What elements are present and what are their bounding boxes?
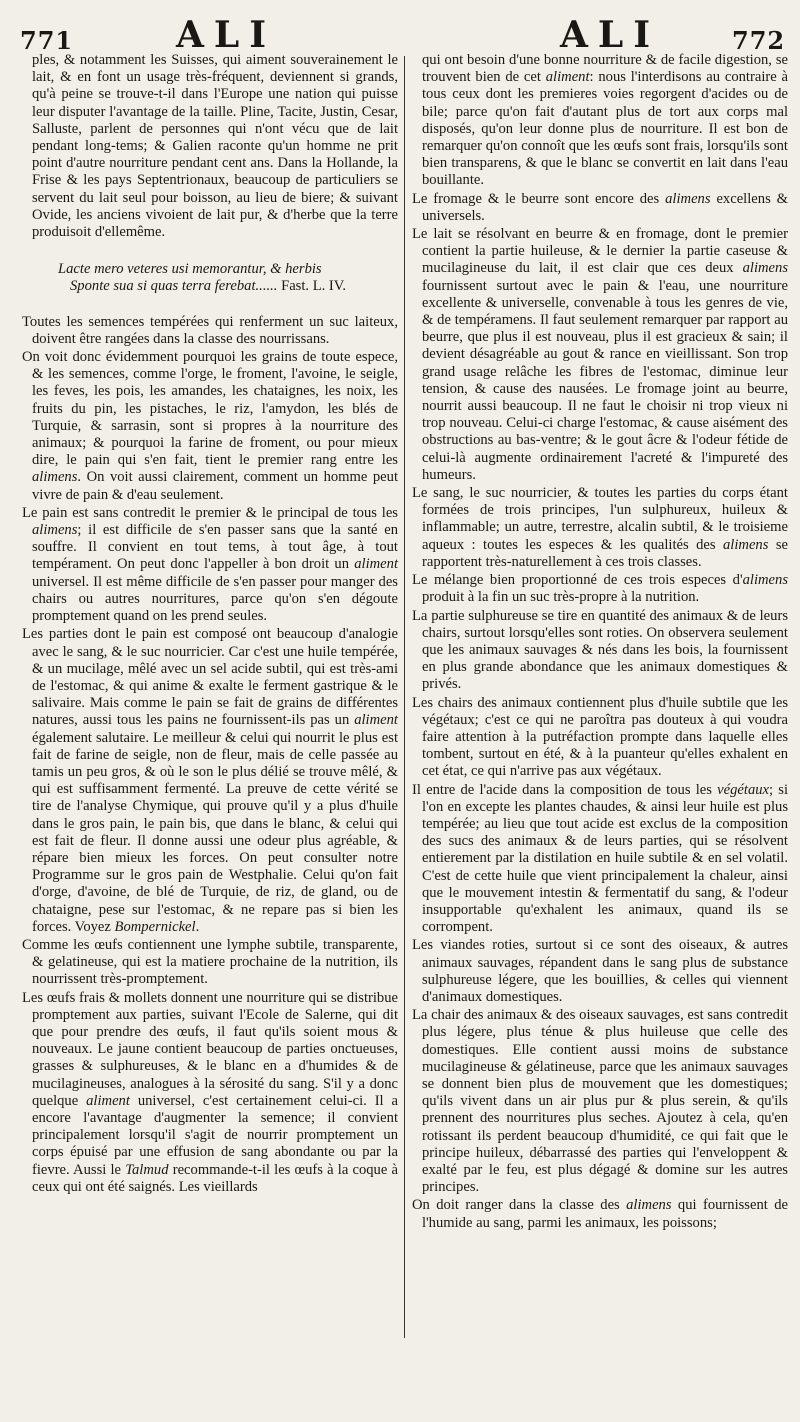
latin-quotation xyxy=(58,261,398,295)
text-run: excellens & universels. xyxy=(422,190,789,224)
paragraph xyxy=(22,990,398,1196)
italic-term: alimens xyxy=(723,536,769,553)
italic-term: alimens xyxy=(32,522,78,539)
paragraph: La chair des animaux & des oiseaux sauvages, est sans contredit plus légere, plus ténue & plus huileuse que celle des domestiques. Elle contient aussi moins de substance mucilagineuse & gélatineuse, parce que les animaux sauvages se donnent bien plus de mouvement que les domestiques; qu'ils vivent dans un air plus pur & plus serein, & qu'ils prennent des nourritures plus seches. Ajoutez à cela, qu'en rotissant ils perdent beaucoup d'humidité, ce qui fait que le principe huileux, débarrassé des parties qui l'enveloppent & exalté par le feu, est plus dégagé & domine sur les autres principes. xyxy=(412,1007,788,1196)
paragraph: Les viandes roties, surtout si ce sont des oiseaux, & autres animaux sauvages, répandent dans le sang plus de substance sulphureuse légere, que les bouillies, & celles qui viennent d'animaux domestiques. xyxy=(412,937,788,1005)
italic-term: alimens xyxy=(742,260,788,277)
right-column xyxy=(412,52,788,1233)
paragraph xyxy=(412,1197,788,1231)
text-run: . On voit aussi clairement, comment un homme peut vivre de pain & d'eau seulement. xyxy=(32,469,398,503)
paragraph xyxy=(412,191,788,225)
text-run: qui fournissent de l'humide au sang, parmi les animaux, les poissons; xyxy=(422,1197,788,1231)
paragraph: Toutes les semences tempérées qui renferment un suc laiteux, doivent être rangées dans la classe des nourrissans. xyxy=(22,313,398,347)
paragraph xyxy=(22,505,398,625)
text-run: Le mélange bien proportionné de ces trois especes d' xyxy=(412,572,743,589)
paragraph xyxy=(22,349,398,504)
paragraph xyxy=(412,782,788,937)
paragraph xyxy=(22,626,398,936)
paragraph xyxy=(412,226,788,484)
text-run: Le sang, le suc nourricier, & toutes les parties du corps étant formées de trois principes, l'un sulphureux, huileux & inflammable; un autre, terrestre, alcalin subtil, & le troisieme aqueux : toutes les especes & les qualités des xyxy=(412,485,788,553)
text-run: universel, c'est certainement celui-ci. Il a encore l'avantage d'augmenter la semence; il convient principalement lorsqu'il s'agit de nourrir promptement un corps épuisé par une effusion de sang abondante ou par la fievre. Aussi le xyxy=(32,1092,398,1178)
text-run: universel. Il est même difficile de s'en passer pour manger des chairs ou autres nourritures, parce qu'on s'en dégoute promptement quand on les prend seules. xyxy=(32,573,398,625)
paragraph xyxy=(412,485,788,571)
text-run: ; si l'on en excepte les plantes chaudes, & ainsi leur huile est plus tempérée; au lieu que tout acide est exclus de la composition des sucs des animaux & de leurs parties, qui se résolvent entierement par la distilation en huile subtile & en sel volatil. C'est de cette huile que vient principalement la chaleur, ainsi que le mouvement intestin & fermentatif du sang, & l'odeur insupportable qu'exhalent les animaux, quand ils se corrompent. xyxy=(422,781,789,936)
text-run: On doit ranger dans la classe des xyxy=(412,1197,620,1214)
italic-term: aliment xyxy=(545,69,590,86)
italic-term: Talmud xyxy=(125,1161,169,1178)
left-page-number: 771 xyxy=(20,26,74,55)
text-run: Le lait se résolvant en beurre & en fromage, dont le premier contient la partie huileuse, & le dernier la partie caseuse & mucilagineuse du lait, il est clair que ces deux xyxy=(412,226,788,277)
italic-term: Bompernickel xyxy=(114,918,196,935)
italic-term: alimens xyxy=(665,190,711,207)
text-run: produit à la fin un suc très-propre à la nutrition. xyxy=(422,589,700,606)
right-running-title: ALI xyxy=(560,14,661,56)
text-run: Le fromage & le beurre sont encore des xyxy=(412,190,660,207)
text-run: se rapportent très-naturellement à ces trois classes. xyxy=(422,536,788,570)
paragraph: Les chairs des animaux contiennent plus d'huile subtile que les végétaux; c'est ce qui ne paroîtra pas douteux à qui voudra faire attention à la putréfaction prompte dans laquelle elles tombent, surtout en été, & à la puanteur qu'elles exhalent en cet état, ce qui n'arrive pas aux végétaux. xyxy=(412,694,788,780)
text-run: recommande-t-il les œufs à la coque à ceux qui ont été saignés. Les vieillards xyxy=(32,1161,399,1195)
quote-line xyxy=(58,278,398,295)
paragraph: ples, & notamment les Suisses, qui aiment souverainement le lait, & en font un usage très-fréquent, deviennent si grands, qu'à peine se trouve-t-il dans l'Europe une nation qui puisse leur disputer l'avantage de la taille. Pline, Tacite, Justin, Cesar, Salluste, parlent de personnes qui n'ont vécu que de lait pendant long-tems; & Galien raconte qu'un homme ne prit point d'autre nourriture pendant cent ans. Dans la Hollande, la Frise & les pays Septentrionaux, beaucoup de particuliers se servent du lait seul pour boisson, au lieu de biere; & suivant Ovide, les anciens vivoient de lait pur, & d'herbe que la terre produisoit d'ellemême. xyxy=(32,52,398,241)
text-run: qui ont besoin d'une bonne nourriture & de facile digestion, se trouvent bien de cet xyxy=(422,52,788,86)
italic-term: aliment xyxy=(354,556,399,573)
italic-term: alimens xyxy=(742,572,788,589)
italic-term: alimens xyxy=(626,1197,672,1214)
left-column xyxy=(22,52,398,1197)
italic-term: alimens xyxy=(32,469,78,486)
column-divider xyxy=(404,56,405,1338)
paragraph: La partie sulphureuse se tire en quantité des animaux & de leurs chairs, surtout lorsqu'elles sont roties. On observera seulement que les animaux sauvages & nés dans les bois, la fournissent en plus grande abondance que les animaux domestiques & privés. xyxy=(412,607,788,693)
text-run: fournissent surtout avec le pain & l'eau, une nourriture excellente & universelle, convenable à tous les genres de vie, & de tempéramens. Il faut seulement remarquer par rapport au beurre, que plus il est nouveau, plus il est gracieux & sain; il devient désagréable au gout & rance en vieillissant. Son trop grand usage relâche les fibres de l'estomac, diminue leur tension, & cause des nausées. Le fromage joint au beurre, nourrit aussi beaucoup. Il ne faut le choisir ni trop vieux ni trop nouveau. Celui-ci charge l'estomac, & cause aisément des obstructions au bas-ventre; & le gout âcre & l'odeur fétide de celui-là augmente ordinairement l'acreté & l'impureté des humeurs. xyxy=(422,277,788,483)
quote-text: Sponte sua si quas terra ferebat...... xyxy=(70,278,278,295)
text-run: : nous l'interdisons au contraire à tous ceux dont les premieres voies regorgent d'acides ou de bile; parce qu'on fait d'autant plus de tort aux corps mal disposés, qu'on leur donne plus de nourriture. Il est bon de remarquer qu'on connoît que les œufs sont frais, lorsqu'ils sont bien transparens, & que le blanc se convertit en lait dans l'eau bouillante. xyxy=(422,69,788,189)
text-run: Il entre de l'acide dans la composition de tous les xyxy=(412,781,712,798)
text-run: Les œufs frais & mollets donnent une nourriture qui se distribue promptement aux parties, suivant l'Ecole de Salerne, qui dit que pour prendre des œufs, il faut qu'ils soient mous & nouveaux. Le jaune contient beaucoup de parties onctueuses, grasses & sulphureuses, & le blanc en a d'humides & de mucilagineuses, analogues à la sérosité du sang. S'il y a donc quelque xyxy=(22,989,398,1109)
text-run: ; il est difficile de s'en passer sans que la santé en souffre. Il convient en tout tems, à tout âge, à tout tempérament. On peut donc l'appeller à bon droit un xyxy=(32,522,398,573)
paragraph: Comme les œufs contiennent une lymphe subtile, transparente, & gelatineuse, qui est la matiere prochaine de la nutrition, ils nourrissent très-promptement. xyxy=(22,936,398,988)
text-run: . xyxy=(195,918,200,935)
text-run: Les parties dont le pain est composé ont beaucoup d'analogie avec le sang, & le suc nourricier. Car c'est une huile tempérée, & un mucilage, mêlé avec un sel acide subtil, qui est très-ami de l'estomac, & qui anime & exalte le ferment gastrique & le salivaire. Mais comme le pain se fait de grains de différentes natures, aussi tous les pains ne fournissent-ils pas un xyxy=(22,626,398,729)
paragraph xyxy=(412,52,788,190)
italic-term: aliment xyxy=(86,1092,130,1109)
right-page-number: 772 xyxy=(732,26,786,55)
text-run: également salutaire. Le meilleur & celui qui nourrit le plus est fait de farine de seigle, non de fleur, mais de celle passée au tamis un peu gros, & où le son le plus délié se trouve mêlé, & qui est suffisamment fermenté. La preuve de cette vérité se tire de l'analyse Chymique, qui prouve qu'il y a plus d'huile dans le gros pain, le pain bis, que dans le blanc, & celui qui est fait de fleur. Il donne aussi une odeur plus agréable, & répare bien mieux les forces. On peut consulter notre Programme sur le gros pain de Westphalie. Celui qu'on fait d'orge, d'avoine, de blé de Turquie, de riz, de gland, ou de chataigne, pese sur l'estomac, & ne repare pas si bien les forces. Voyez xyxy=(32,729,398,935)
left-running-title: ALI xyxy=(176,14,277,56)
text-run: Le pain est sans contredit le premier & le principal de tous les xyxy=(22,504,398,521)
paragraph xyxy=(412,572,788,606)
italic-term: aliment xyxy=(354,712,398,729)
quote-line: Lacte mero veteres usi memorantur, & herbis xyxy=(58,261,322,278)
quote-source: Fast. L. IV. xyxy=(281,278,347,295)
text-run: On voit donc évidemment pourquoi les grains de toute espece, & les semences, comme l'orge, le froment, l'avoine, le seigle, les feves, les pois, les amandes, les chataignes, les noix, les fruits du pin, les pistaches, le riz, l'amydon, les blés de Turquie, & sarrasin, sont si propres à la nourriture des animaux; & pourquoi la farine de froment, ou pour mieux dire, le pain qui s'en fait, tient le premier rang entre les xyxy=(22,349,398,469)
italic-term: végétaux xyxy=(717,781,770,798)
